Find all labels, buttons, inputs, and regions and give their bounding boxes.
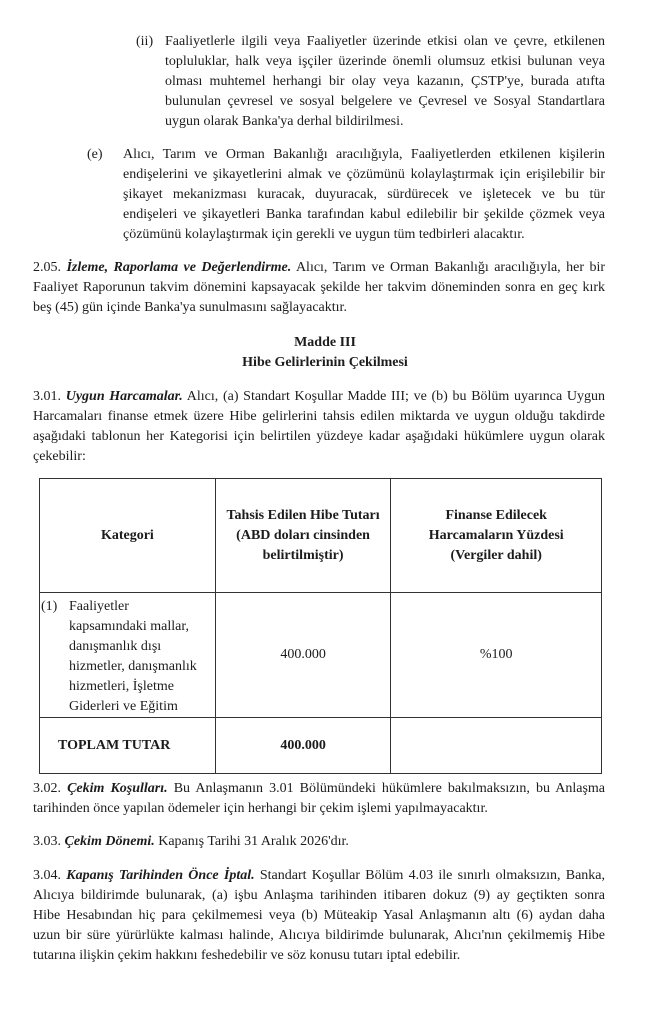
header-amount-line: (ABD doları cinsinden (236, 527, 370, 543)
section-text: Standart Koşullar Bölüm 4.03 ile sınırlı olmaksızın, Banka, (259, 868, 606, 883)
section-text: Alıcı, (a) Standart Koşullar Madde III; ve (b) bu Bölüm uyarınca Uygun (186, 389, 606, 404)
section-2-05 (33, 258, 605, 318)
header-percent (391, 479, 602, 593)
header-percent-line: Finanse Edilecek (445, 507, 547, 523)
item-e-line: Alıcı, Tarım ve Orman Bakanlığı aracılığıyla, Faaliyetlerden etkilenen kişilerin (123, 147, 605, 162)
total-amount: 400.000 (215, 718, 391, 774)
section-3-02-line: tarihinden önce yapılan ödemeler için herhangi bir çekim işlemi yapılmayacaktır. (33, 801, 488, 816)
article-heading: Madde III (294, 335, 356, 350)
section-title: Çekim Dönemi. (64, 834, 155, 849)
section-3-01-line: Harcamaları finanse etmek üzere Hibe gelirlerini tahsis edilen miktarda ve uygun olduğu takdirde (33, 409, 605, 424)
category-line: danışmanlık dışı (69, 639, 162, 654)
percent-cell: %100 (391, 593, 602, 718)
category-description (69, 597, 215, 717)
section-3-04-line: tutarına ilişkin çekim hakkını feshedebilir ve söz konusu tutarı iptal edebilir. (33, 948, 461, 963)
section-text: Bu Anlaşmanın 3.01 Bölümündeki hükümlere bakılmaksızın, bu Anlaşma (173, 781, 605, 796)
section-3-01-line: çekebilir: (33, 449, 86, 464)
category-line: hizmetler, danışmanlık (69, 659, 197, 674)
header-percent-line: Harcamaların Yüzdesi (428, 527, 564, 543)
section-number: 3.03. (33, 834, 61, 849)
category-line: hizmetleri, İşletme (69, 679, 174, 694)
item-ii-label: (ii) (136, 34, 154, 49)
header-amount-line: Tahsis Edilen Hibe Tutarı (226, 507, 380, 523)
category-cell (40, 593, 216, 718)
header-category: Kategori (40, 479, 216, 593)
table-row (40, 593, 602, 718)
section-2-05-line: beş (45) gün içinde Banka'ya sunulmasını sağlayacaktır. (33, 300, 347, 315)
section-title: Kapanış Tarihinden Önce İptal. (66, 868, 255, 883)
item-ii-text (165, 32, 605, 132)
section-title: Uygun Harcamalar. (65, 389, 183, 404)
section-title: Çekim Koşulları. (67, 781, 168, 796)
item-e-line: şikayet mekanizması kuracak, duyuracak, sürdürecek ve işletecek ve bu tür (123, 187, 605, 202)
item-ii-line: olması muhtemel herhangi bir olay veya kazanın, ÇSTP'ye, burada atıfta (165, 74, 605, 89)
item-e-line: endişeleri ve şikayetleri Banka tarafından kabul edilebilir bir şekilde çözmek veya (123, 207, 605, 222)
category-number: (1) (41, 599, 58, 614)
section-3-04 (33, 866, 605, 966)
section-3-04-line (33, 866, 605, 886)
category-line: Giderleri ve Eğitim (69, 699, 178, 714)
total-empty-cell (391, 718, 602, 774)
section-number: 3.04. (33, 868, 61, 883)
table-header-row (40, 479, 602, 593)
item-ii-line: Faaliyetlerle ilgili veya Faaliyetler üzerinde etkisi olan ve çevre, etkilenen (165, 34, 605, 49)
total-label: TOPLAM TUTAR (40, 718, 216, 774)
item-e-label: (e) (87, 147, 103, 162)
section-3-04-line: uzun bir süre yürürlükte kalması halinde, Alıcıya bildirimde bulunarak, Alıcı'nın çekilmemiş Hibe (33, 928, 605, 943)
item-ii-line: uygun olarak Banka'ya derhal bildirilmesi. (165, 114, 404, 129)
section-number: 2.05. (33, 260, 61, 275)
section-3-03 (33, 832, 605, 852)
article-subheading: Hibe Gelirlerinin Çekilmesi (242, 355, 408, 370)
section-3-02 (33, 779, 605, 819)
section-number: 3.01. (33, 389, 61, 404)
section-number: 3.02. (33, 781, 61, 796)
header-amount-line: belirtilmiştir) (262, 547, 344, 563)
allocation-table (39, 478, 602, 774)
section-2-05-line (33, 258, 605, 278)
section-3-04-line: Hibe Hesabından hiç para çekilmemesi veya (b) Müteakip Yasal Anlaşmanın altı (6) aydan daha (33, 908, 605, 923)
header-amount (215, 479, 391, 593)
section-3-02-line (33, 779, 605, 799)
item-e-text (123, 145, 605, 245)
section-text: Alıcı, Tarım ve Orman Bakanlığı aracılığıyla, her bir (295, 260, 606, 275)
category-line: kapsamındaki mallar, (69, 619, 189, 634)
section-3-04-line: Alıcıya bildirimde bulunarak, (a) işbu Anlaşma tarihinden itibaren dokuz (9) ay geçtikten sonra (33, 888, 605, 903)
amount-cell: 400.000 (215, 593, 391, 718)
section-3-01-line (33, 387, 605, 407)
item-ii-line: bulunulan çevresel ve sosyal belgelere ve Çevresel ve Sosyal Standartlara (165, 94, 605, 109)
item-ii-line: topluluklar, halk veya işçiler üzerinde önemli olumsuz etkisi bulunan veya (165, 54, 605, 69)
section-3-01 (33, 387, 605, 467)
section-title: İzleme, Raporlama ve Değerlendirme. (66, 260, 292, 275)
item-e-line: endişelerini ve şikayetlerini almak ve çözümünü kolaylaştırmak için erişilebilir bir (123, 167, 605, 182)
section-text: Kapanış Tarihi 31 Aralık 2026'dır. (158, 834, 349, 849)
section-2-05-line: Faaliyet Raporunun takvim dönemini kapsayacak şekilde her takvim döneminden sonra en geç kırk (33, 280, 605, 295)
table-total-row (40, 718, 602, 774)
item-e-line: çözümünü kolaylaştırmak için gerekli ve uygun tüm tedbirleri alacaktır. (123, 227, 525, 242)
section-3-03-line (33, 832, 605, 852)
category-line: Faaliyetler (69, 599, 129, 614)
section-3-01-line: aşağıdaki tablonun her Kategorisi için belirtilen yüzdeye kadar aşağıdaki hükümlere uygun olarak (33, 429, 605, 444)
header-percent-line: (Vergiler dahil) (450, 547, 542, 563)
